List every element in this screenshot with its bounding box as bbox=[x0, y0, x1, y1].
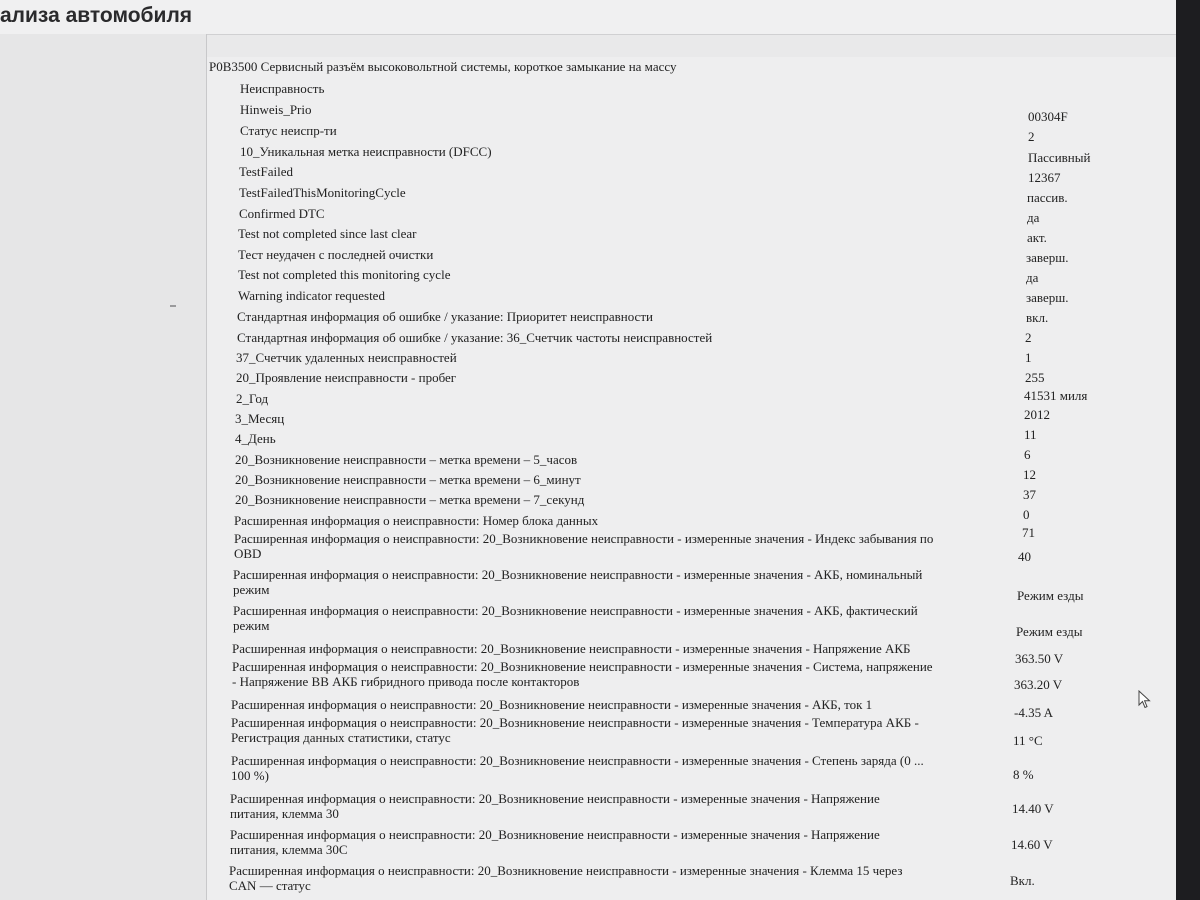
fault-field-value[interactable]: 363.50 V bbox=[1015, 651, 1064, 666]
fault-field-label[interactable]: Стандартная информация об ошибке / указание: Приоритет неисправности bbox=[237, 309, 653, 324]
title-bar bbox=[0, 0, 1200, 35]
fault-field-value[interactable]: 12 bbox=[1023, 467, 1036, 482]
fault-field-label[interactable]: Расширенная информация о неисправности: 20_Возникновение неисправности - измеренные значения - Индекс забывания по OBD bbox=[234, 531, 934, 561]
fault-field-label[interactable]: Test not completed this monitoring cycle bbox=[238, 267, 451, 282]
fault-field-label[interactable]: Расширенная информация о неисправности: 20_Возникновение неисправности - измеренные значения - АКБ, ток 1 bbox=[231, 697, 873, 712]
fault-field-label[interactable]: Расширенная информация о неисправности: 20_Возникновение неисправности - измеренные значения - АКБ, фактический режим bbox=[233, 603, 918, 633]
fault-field-value[interactable]: да bbox=[1026, 270, 1039, 285]
fault-field-label[interactable]: 20_Проявление неисправности - пробег bbox=[236, 370, 457, 385]
fault-field-label[interactable]: 3_Месяц bbox=[235, 411, 285, 426]
fault-field-label[interactable]: Статус неиспр-ти bbox=[240, 123, 337, 138]
fault-field-value[interactable]: 363.20 V bbox=[1014, 677, 1063, 692]
fault-field-label[interactable]: 2_Год bbox=[236, 391, 269, 406]
fault-details-panel[interactable] bbox=[207, 57, 1176, 900]
fault-field-label[interactable]: Тест неудачен с последней очистки bbox=[238, 247, 434, 262]
fault-field-value[interactable]: заверш. bbox=[1026, 250, 1069, 265]
fault-field-value[interactable]: 1 bbox=[1025, 350, 1032, 365]
fault-field-value[interactable]: -4.35 A bbox=[1014, 705, 1053, 720]
fault-field-label[interactable]: Расширенная информация о неисправности: 20_Возникновение неисправности - измеренные значения - Система, напряжение - Напряжение ВВ АКБ гибридного привода после контакторов bbox=[232, 659, 933, 689]
fault-field-value[interactable]: Режим езды bbox=[1016, 624, 1083, 639]
fault-field-value[interactable]: 2012 bbox=[1024, 407, 1050, 422]
fault-field-label[interactable]: Расширенная информация о неисправности: 20_Возникновение неисправности - измеренные значения - Клемма 15 через CAN — статус bbox=[229, 863, 903, 893]
fault-field-value[interactable]: 41531 миля bbox=[1024, 388, 1088, 403]
fault-field-value[interactable]: пассив. bbox=[1027, 190, 1068, 205]
fault-field-value[interactable]: 6 bbox=[1024, 447, 1031, 462]
screen-edge bbox=[1176, 0, 1200, 900]
fault-field-label[interactable]: Расширенная информация о неисправности: 20_Возникновение неисправности - измеренные значения - Температура АКБ - Регистрация данных статистики, статус bbox=[231, 715, 919, 745]
fault-field-value[interactable]: 11 bbox=[1024, 427, 1037, 442]
fault-field-label[interactable]: Расширенная информация о неисправности: 20_Возникновение неисправности - измеренные значения - Напряжение питания, клемма 30 bbox=[230, 791, 880, 821]
fault-field-label[interactable]: Стандартная информация об ошибке / указание: 36_Счетчик частоты неисправностей bbox=[237, 330, 713, 345]
fault-field-value[interactable]: да bbox=[1027, 210, 1040, 225]
fault-field-label[interactable]: 37_Счетчик удаленных неисправностей bbox=[236, 350, 457, 365]
fault-field-value[interactable]: Вкл. bbox=[1010, 873, 1035, 888]
fault-field-value[interactable]: 2 bbox=[1028, 129, 1035, 144]
fault-field-label[interactable]: Confirmed DTC bbox=[239, 206, 325, 221]
fault-field-label[interactable]: Test not completed since last clear bbox=[238, 226, 417, 241]
fault-field-label[interactable]: 4_День bbox=[235, 431, 276, 446]
mouse-pointer-icon bbox=[1138, 690, 1152, 710]
navigation-panel[interactable] bbox=[0, 34, 207, 900]
fault-field-value[interactable]: 8 % bbox=[1013, 767, 1034, 782]
fault-field-label[interactable]: 20_Возникновение неисправности – метка времени – 5_часов bbox=[235, 452, 578, 467]
fault-field-value[interactable]: 255 bbox=[1025, 370, 1045, 385]
fault-field-value[interactable]: 71 bbox=[1022, 525, 1035, 540]
fault-field-label[interactable]: Расширенная информация о неисправности: 20_Возникновение неисправности - измеренные значения - Напряжение АКБ bbox=[232, 641, 911, 656]
fault-field-label[interactable]: Расширенная информация о неисправности: 20_Возникновение неисправности - измеренные значения - Степень заряда (0 ... 100 %) bbox=[231, 753, 924, 783]
fault-field-label[interactable]: Warning indicator requested bbox=[238, 288, 385, 303]
fault-field-value[interactable]: 14.40 V bbox=[1012, 801, 1054, 816]
fault-field-label[interactable]: Расширенная информация о неисправности: 20_Возникновение неисправности - измеренные значения - АКБ, номинальный режим bbox=[233, 567, 923, 597]
fault-field-label[interactable]: Расширенная информация о неисправности: Номер блока данных bbox=[234, 513, 599, 528]
fault-field-label[interactable]: 20_Возникновение неисправности – метка времени – 6_минут bbox=[235, 472, 581, 487]
fault-field-value[interactable]: вкл. bbox=[1026, 310, 1049, 325]
fault-field-label[interactable]: Hinweis_Prio bbox=[240, 102, 312, 117]
fault-field-value[interactable]: 2 bbox=[1025, 330, 1032, 345]
fault-field-value[interactable]: Режим езды bbox=[1017, 588, 1084, 603]
fault-field-value[interactable]: акт. bbox=[1027, 230, 1047, 245]
fault-field-value[interactable]: 0 bbox=[1023, 507, 1030, 522]
fault-field-value[interactable]: 11 °C bbox=[1013, 733, 1043, 748]
fault-field-value[interactable]: 40 bbox=[1018, 549, 1031, 564]
fault-field-label[interactable]: 10_Уникальная метка неисправности (DFCC) bbox=[240, 144, 492, 159]
fault-field-value[interactable]: Пассивный bbox=[1028, 150, 1091, 165]
fault-field-value[interactable]: заверш. bbox=[1026, 290, 1069, 305]
fault-field-label[interactable]: Неисправность bbox=[240, 81, 325, 96]
fault-field-value[interactable]: 37 bbox=[1023, 487, 1036, 502]
fault-field-value[interactable]: 00304F bbox=[1028, 109, 1068, 124]
fault-field-label[interactable]: 20_Возникновение неисправности – метка времени – 7_секунд bbox=[235, 492, 585, 507]
fault-field-label[interactable]: TestFailed bbox=[239, 164, 293, 179]
fault-field-label[interactable]: TestFailedThisMonitoringCycle bbox=[239, 185, 406, 200]
panel-divider-mark bbox=[170, 305, 176, 307]
fault-field-value[interactable]: 12367 bbox=[1028, 170, 1061, 185]
fault-field-value[interactable]: 14.60 V bbox=[1011, 837, 1053, 852]
fault-field-label[interactable]: Расширенная информация о неисправности: 20_Возникновение неисправности - измеренные значения - Напряжение питания, клемма 30С bbox=[230, 827, 880, 857]
dtc-title[interactable]: P0B3500 Сервисный разъём высоковольтной системы, короткое замыкание на массу bbox=[209, 59, 677, 74]
window-title: ализа автомобиля bbox=[0, 4, 193, 27]
